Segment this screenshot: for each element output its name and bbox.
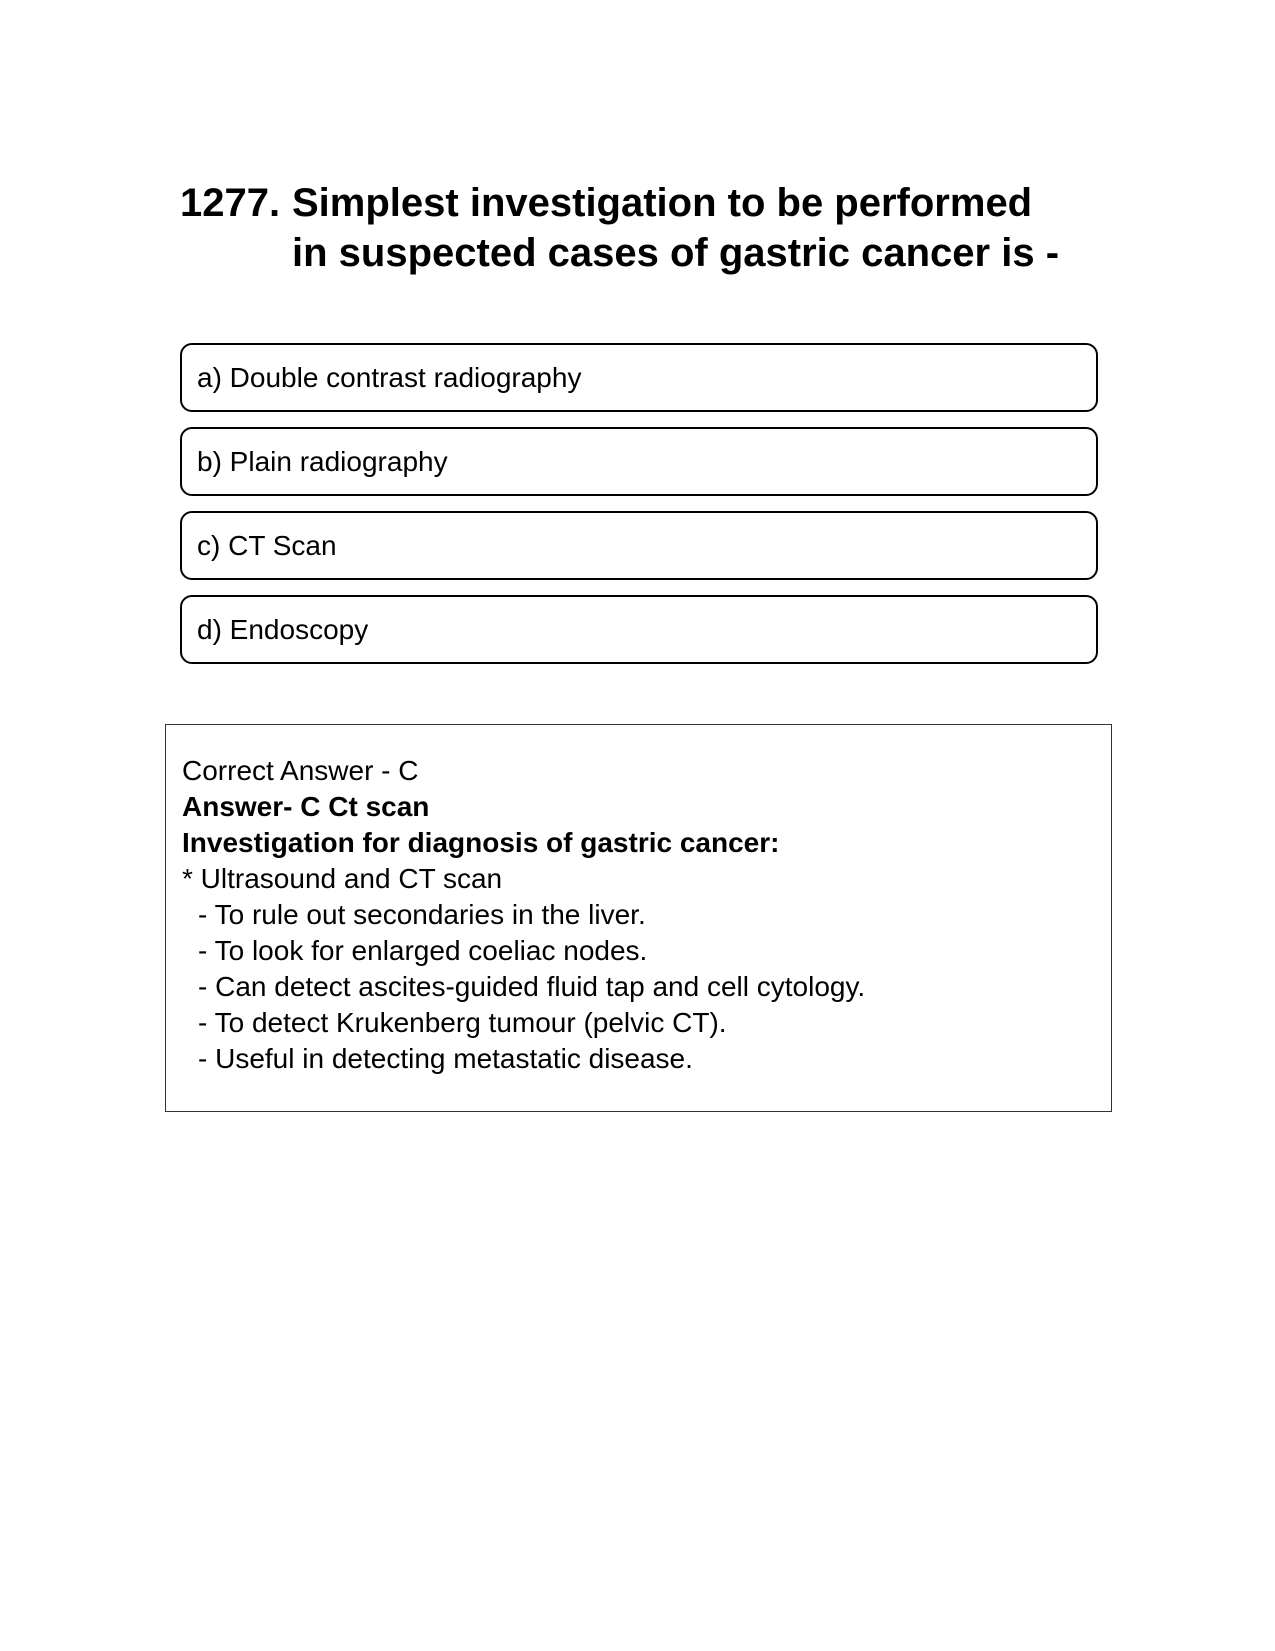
answer-bullet: * Ultrasound and CT scan [182, 863, 503, 894]
question-number: 1277. [180, 181, 281, 225]
answer-point: - To detect Krukenberg tumour (pelvic CT). [198, 1007, 727, 1038]
options-list [180, 343, 1098, 679]
answer-point: - Can detect ascites-guided fluid tap and cell cytology. [198, 971, 866, 1002]
answer-explanation-box [165, 724, 1112, 1112]
option-a[interactable]: a) Double contrast radiography [180, 343, 1098, 412]
option-d[interactable]: d) Endoscopy [180, 595, 1098, 664]
answer-heading: Answer- C Ct scan [182, 791, 430, 822]
correct-answer-line: Correct Answer - C [182, 755, 419, 786]
option-c[interactable]: c) CT Scan [180, 511, 1098, 580]
answer-point: - To rule out secondaries in the liver. [198, 899, 646, 930]
question-text: Simplest investigation to be performed in suspected cases of gastric cancer is - [292, 181, 1060, 275]
answer-point: - To look for enlarged coeliac nodes. [198, 935, 648, 966]
question-block [180, 178, 1080, 278]
option-b[interactable]: b) Plain radiography [180, 427, 1098, 496]
answer-point: - Useful in detecting metastatic disease. [198, 1043, 693, 1074]
answer-subheading: Investigation for diagnosis of gastric cancer: [182, 827, 780, 858]
